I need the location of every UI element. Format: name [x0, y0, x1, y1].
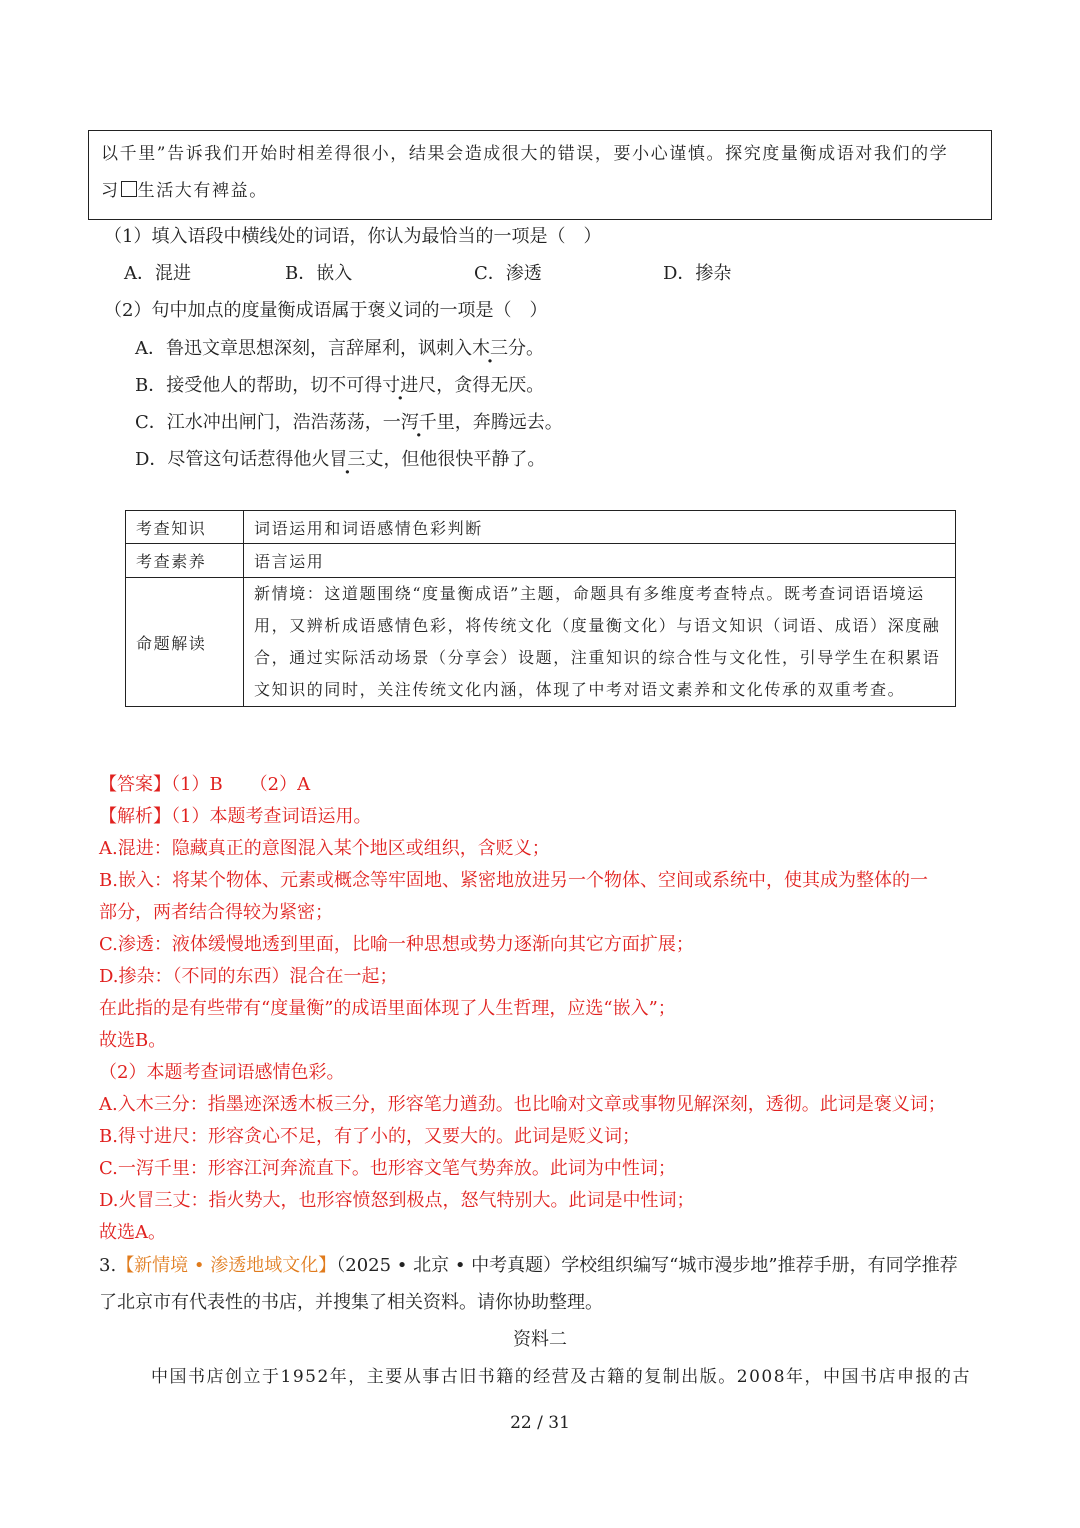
q2-option-a-idiom: 入木三分 — [454, 338, 526, 359]
q1-option-c: C．渗透 — [474, 263, 542, 284]
analysis-a1: A.混进：隐藏真正的意图混入某个地区或组织，含贬义； — [99, 838, 550, 859]
table-row — [126, 511, 956, 544]
passage-line-2: 习 生活大有裨益。 — [101, 181, 268, 201]
analysis-c1: C.渗透：液体缓慢地透到里面，比喻一种思想或势力逐渐向其它方面扩展； — [99, 934, 694, 955]
analysis-a2: A.入木三分：指墨迹深透木板三分，形容笔力遒劲。也比喻对文章或事物见解深刻，透彻。此词是褒义词； — [99, 1094, 946, 1115]
q2-option-a: A．鲁迅文章思想深刻，言辞犀利，讽刺入木三分。 — [135, 338, 544, 359]
q3-line-2: 了北京市有代表性的书店，并搜集了相关资料。请你协助整理。 — [99, 1292, 603, 1313]
answer-line: 【答案】（1）B （2）A — [99, 774, 311, 795]
passage-box — [88, 130, 992, 220]
q2-option-d-idiom: 火冒三丈 — [311, 449, 384, 470]
q2-option-c-idiom: 一泻千里 — [382, 412, 455, 433]
q1-option-b: B．嵌入 — [285, 263, 353, 284]
material-line-1: 中国书店创立于1952年，主要从事古旧书籍的经营及古籍的复制出版。2008年，中国书店申报的古 — [151, 1367, 972, 1387]
analysis-info-table — [125, 510, 956, 707]
page-number: 22 / 31 — [510, 1413, 570, 1433]
table-value-interpretation: 新情境：这道题围绕“度量衡成语”主题，命题具有多维度考查特点。既考查词语语境运用，又辨析成语感情色彩，将传统文化（度量衡文化）与语文知识（词语、成语）深度融合，通过实际活动场景（分享会）设题，注重知识的综合性与文化性，引导学生在积累语文知识的同时，关注传统文化内涵，体现了中考对语文素养和文化传承的双重考查。 — [244, 578, 956, 707]
table-label-literacy: 考查素养 — [126, 544, 244, 578]
analysis-intro-1: 【解析】（1）本题考查词语运用。 — [99, 806, 372, 827]
analysis-b2: B.得寸进尺：形容贪心不足，有了小的，又要大的。此词是贬义词； — [99, 1126, 640, 1147]
blank-box — [121, 181, 137, 197]
table-row — [126, 544, 956, 578]
q1-stem: （1）填入语段中横线处的词语，你认为最恰当的一项是（ ） — [104, 226, 602, 247]
table-value-knowledge: 词语运用和词语感情色彩判断 — [244, 511, 956, 544]
q3-tag: 【新情境 • 渗透地域文化】 — [116, 1255, 337, 1276]
q1-option-d: D．掺杂 — [663, 263, 732, 284]
q1-option-a: A．混进 — [124, 263, 191, 284]
table-label-knowledge: 考查知识 — [126, 511, 244, 544]
analysis-summary-1: 在此指的是有些带有“度量衡”的成语里面体现了人生哲理，应选“嵌入”； — [99, 998, 676, 1019]
analysis-d1: D.掺杂：（不同的东西）混合在一起； — [99, 966, 398, 987]
table-label-interpretation: 命题解读 — [126, 578, 244, 707]
analysis-intro-2: （2）本题考查词语感情色彩。 — [99, 1062, 345, 1083]
q2-option-d: D．尽管这句话惹得他火冒三丈，但他很快平静了。 — [135, 449, 546, 470]
analysis-b1-line2: 部分，两者结合得较为紧密； — [99, 902, 333, 923]
analysis-choose-1: 故选B。 — [99, 1030, 167, 1051]
q2-option-b: B．接受他人的帮助，切不可得寸进尺，贪得无厌。 — [135, 375, 545, 396]
analysis-c2: C.一泻千里：形容江河奔流直下。也形容文笔气势奔放。此词为中性词； — [99, 1158, 676, 1179]
q2-option-b-idiom: 得寸进尺 — [364, 375, 437, 396]
q2-stem: （2）句中加点的度量衡成语属于褒义词的一项是（ ） — [104, 300, 548, 321]
material-title: 资料二 — [513, 1329, 567, 1350]
analysis-b1-line1: B.嵌入：将某个物体、元素或概念等牢固地、紧密地放进另一个物体、空间或系统中，使其成为整体的一 — [99, 870, 928, 891]
q2-option-c: C．江水冲出闸门，浩浩荡荡，一泻千里，奔腾远去。 — [135, 412, 563, 433]
q3-line-1: 3.【新情境 • 渗透地域文化】（2025 • 北京 • 中考真题）学校组织编写“城市漫步地”推荐手册，有同学推荐 — [99, 1255, 958, 1276]
table-row — [126, 578, 956, 707]
table-value-literacy: 语言运用 — [244, 544, 956, 578]
analysis-choose-2: 故选A。 — [99, 1222, 166, 1243]
analysis-d2: D.火冒三丈：指火势大，也形容愤怒到极点，怒气特别大。此词是中性词； — [99, 1190, 695, 1211]
passage-line-1: 以千里”告诉我们开始时相差得很小，结果会造成很大的错误，要小心谨慎。探究度量衡成语对我们的学 — [101, 144, 949, 164]
